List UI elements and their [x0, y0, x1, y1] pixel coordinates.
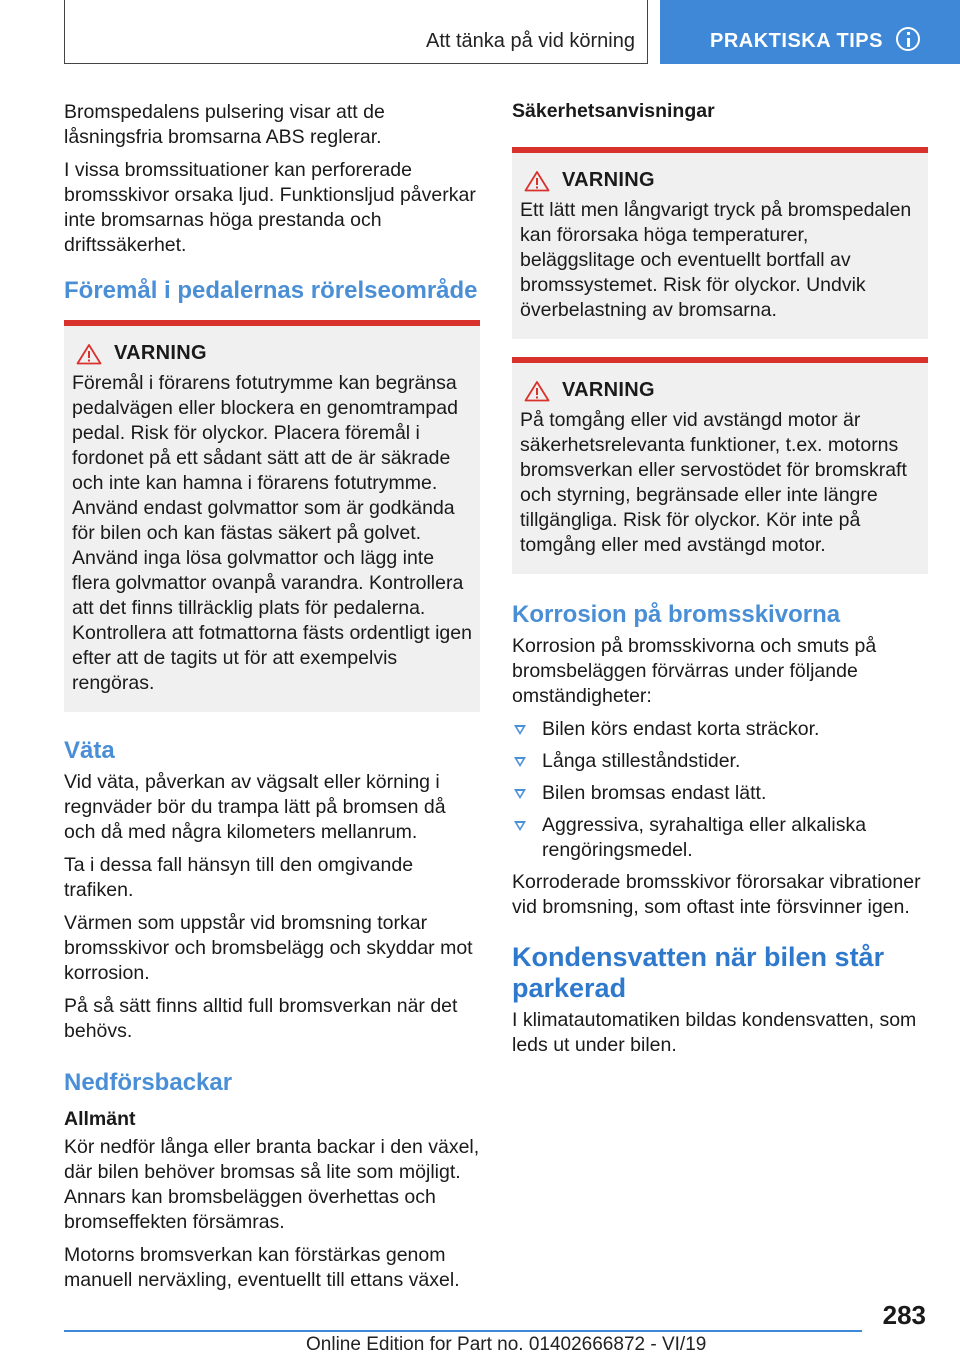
header-box [64, 0, 648, 64]
edition-text: Online Edition for Part no. 01402666872 - VI/19 [306, 1334, 707, 1355]
heading-kondens: Kondensvatten när bilen står parkerad [512, 942, 885, 1003]
bullet-triangle-icon [514, 789, 526, 799]
warning-box [512, 363, 928, 574]
heading-nedfors: Nedförsbackar [64, 1069, 233, 1096]
list-item: Bilen bromsas endast lätt. [512, 781, 928, 806]
page-number: 283 [882, 1300, 926, 1330]
tab-praktiska-tips[interactable] [660, 0, 960, 64]
left-column [64, 100, 480, 1301]
vata-paragraph: Ta i dessa fall hänsyn till den omgivande trafiken. [64, 854, 414, 901]
warning-text: Föremål i förarens fotutrymme kan begränsa pedalvägen eller blockera en genomtrampad pedal. Risk för olyckor. Placera föremål i fordonet på ett sådant sätt att de är säkrade och inte kan hamna i förarens fotutrymme. Använd endast golvmattor som är godkända för bilen och kan fästas säkert på golvet. Använd inga lösa golvmattor och lägg inte flera golvmattor ovanpå varandra. Kontrollera att det finns tillräcklig plats för pedalerna. Kontrollera att fotmattorna fästs ordentligt igen efter att de tagits ut för att exempelvis rengöras. [72, 372, 472, 694]
korrosion-list [512, 717, 928, 863]
list-item: Bilen körs endast korta sträckor. [512, 717, 928, 742]
warning-box [64, 326, 480, 712]
warning-text: På tomgång eller vid avstängd motor är säkerhetsrelevanta funktioner, t.ex. motorns bromsverkan eller servostödet för bromskraft och styrning, begränsade eller inte längre tillgängliga. Risk för olyckor. Kör inte på tomgång eller med avstängd motor. [520, 409, 907, 556]
bullet-triangle-icon [514, 725, 526, 735]
footer-rule [64, 1330, 862, 1332]
right-column [512, 100, 928, 1066]
heading-foremal: Föremål i pedalernas rörelseområde [64, 277, 478, 304]
safety-label: Säkerhetsanvisningar [512, 100, 715, 122]
list-item: Aggressiva, syrahaltiga eller alkaliska rengöringsmedel. [512, 813, 928, 863]
vata-paragraph: Värmen som uppstår vid bromsning torkar bromsskivor och bromsbelägg och skyddar mot korrosion. [64, 912, 473, 984]
info-icon [896, 27, 920, 51]
warning-text: Ett lätt men långvarigt tryck på bromspedalen kan förorsaka höga temperaturer, beläggslitage och eventuellt bortfall av bromssystemet. Risk för olyckor. Undvik överbelastning av bromsarna. [520, 199, 912, 321]
tab-label: PRAKTISKA TIPS [710, 30, 883, 52]
vata-paragraph: Vid väta, påverkan av vägsalt eller körning i regnväder bör du trampa lätt på bromsen då och då med några kilometers mellanrum. [64, 771, 446, 843]
warning-triangle-icon [524, 170, 550, 192]
warning-label: VARNING [562, 169, 655, 191]
bullet-triangle-icon [514, 821, 526, 831]
warning-label: VARNING [114, 342, 207, 364]
intro-paragraph: I vissa bromssituationer kan perforerade bromsskivor orsaka ljud. Funktionsljud påverkar inte bromsarnas höga prestanda och driftssäkerhet. [64, 159, 476, 256]
heading-korrosion: Korrosion på bromsskivorna [512, 601, 841, 628]
heading-vata: Väta [64, 737, 115, 764]
warning-box [512, 153, 928, 339]
warning-label: VARNING [562, 379, 655, 401]
warning-triangle-icon [76, 343, 102, 365]
intro-paragraph: Bromspedalens pulsering visar att de låsningsfria bromsarna ABS reglerar. [64, 101, 385, 148]
kondens-paragraph: I klimatautomatiken bildas kondensvatten, som leds ut under bilen. [512, 1009, 917, 1056]
bullet-triangle-icon [514, 757, 526, 767]
vata-paragraph: På så sätt finns alltid full bromsverkan när det behövs. [64, 995, 458, 1042]
korrosion-intro: Korrosion på bromsskivorna och smuts på bromsbeläggen förvärras under följande omständigheter: [512, 635, 877, 707]
warning-triangle-icon [524, 380, 550, 402]
nedfors-paragraph: Motorns bromsverkan kan förstärkas genom manuell nerväxling, eventuellt till ettans växel. [64, 1244, 460, 1291]
heading-allmant: Allmänt [64, 1108, 136, 1130]
section-title: Att tänka på vid körning [425, 30, 635, 52]
list-item: Långa stilleståndstider. [512, 749, 928, 774]
korrosion-outro: Korroderade bromsskivor förorsakar vibrationer vid bromsning, som oftast inte försvinner igen. [512, 871, 921, 918]
nedfors-paragraph: Kör nedför långa eller branta backar i den växel, där bilen behöver bromsas så lite som möjligt. Annars kan bromsbeläggen överhettas och bromseffekten försämras. [64, 1136, 480, 1233]
